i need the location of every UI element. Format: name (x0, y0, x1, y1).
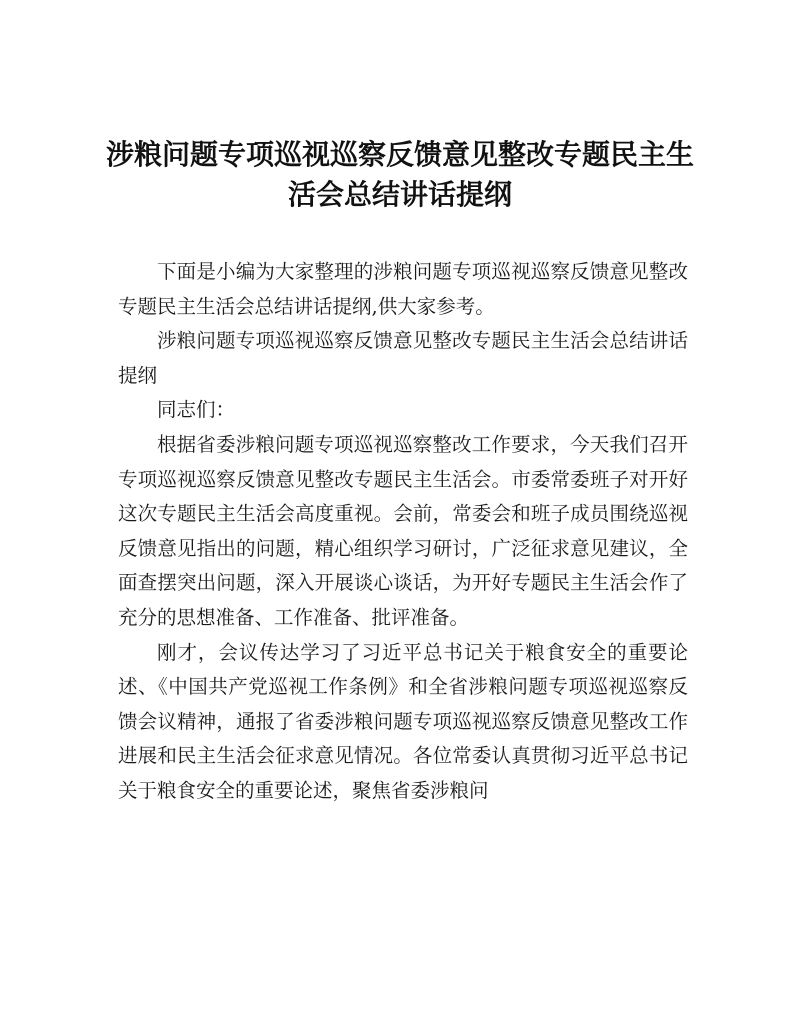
body-paragraph: 刚才，会议传达学习了习近平总书记关于粮食安全的重要论述、《中国共产党巡视工作条例》和全省涉粮问题专项巡视巡察反馈会议精神，通报了省委涉粮问题专项巡视巡察反馈意见整改工作进展和民主生活会征求意见情况。各位常委认真贯彻习近平总书记关于粮食安全的重要论述，聚焦省委涉粮问 (118, 640, 688, 802)
document-body (118, 255, 688, 809)
salutation-paragraph: 同志们： (157, 398, 236, 422)
intro-paragraph: 下面是小编为大家整理的涉粮问题专项巡视巡察反馈意见整改专题民主生活会总结讲话提纲,供大家参考。 (118, 260, 688, 318)
document-title: 涉粮问题专项巡视巡察反馈意见整改专题民主生活会总结讲话提纲 (105, 138, 694, 211)
body-paragraph: 根据省委涉粮问题专项巡视巡察整改工作要求，今天我们召开专项巡视巡察反馈意见整改专题民主生活会。市委常委班子对开好这次专题民主生活会高度重视。会前，常委会和班子成员围绕巡视反馈意见指出的问题，精心组织学习研讨，广泛征求意见建议，全面查摆突出问题，深入开展谈心谈话，为开好专题民主生活会作了充分的思想准备、工作准备、批评准备。 (118, 432, 688, 629)
subtitle-paragraph: 涉粮问题专项巡视巡察反馈意见整改专题民主生活会总结讲话提纲 (118, 329, 688, 387)
